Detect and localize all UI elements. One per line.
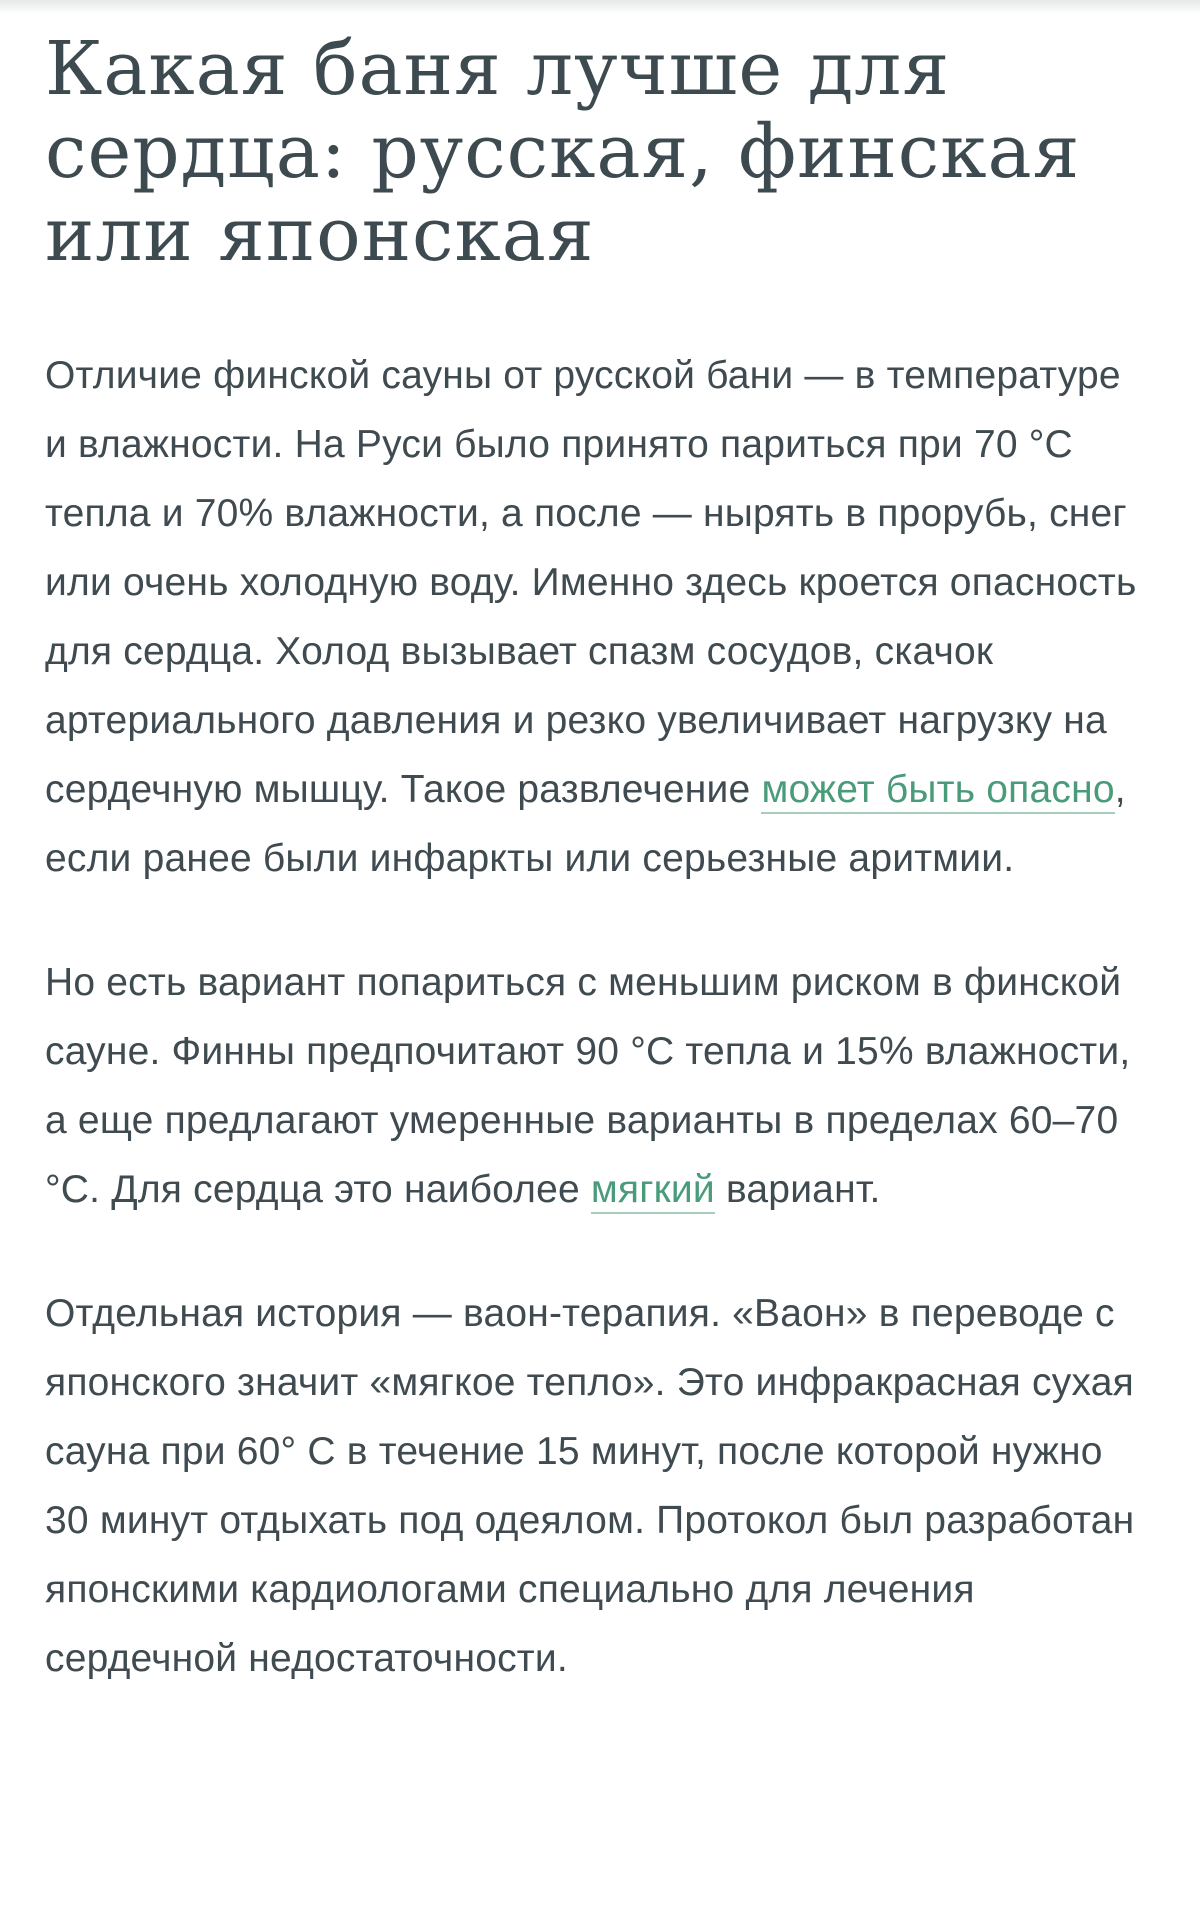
paragraph-text: Отличие финской сауны от русской бани — в температуре и влажности. На Руси было принято париться при 70 °С тепла и 70% влажности, а после — нырять в прорубь, снег или очень холодную воду. Именно здесь кроется опасность для сердца. Холод вызывает спазм сосудов, скачок артериального давления и резко увеличивает нагрузку на сердечную мышцу. Такое развлечение	[45, 354, 1137, 811]
paragraph-text: Но есть вариант попариться с меньшим риском в финской сауне. Финны предпочитают 90 °С тепла и 15% влажности, а еще предлагают умеренные варианты в пределах 60–70 °С. Для сердца это наиболее	[45, 961, 1131, 1211]
link-mild[interactable]: мягкий	[591, 1168, 715, 1214]
paragraph-russian-bath	[45, 341, 1150, 893]
paragraph-waon-therapy	[45, 1279, 1150, 1693]
paragraph-text: Отдельная история — ваон-терапия. «Ваон» в переводе с японского значит «мягкое тепло». Это инфракрасная сухая сауна при 60° С в течение 15 минут, после которой нужно 30 минут отдыхать под одеялом. Протокол был разработан японскими кардиологами специально для лечения сердечной недостаточности.	[45, 1292, 1135, 1680]
paragraph-finnish-sauna	[45, 948, 1150, 1224]
link-may-be-dangerous[interactable]: может быть опасно	[761, 768, 1114, 814]
article	[45, 28, 1165, 1693]
paragraph-text: , если ранее были инфаркты или серьезные аритмии.	[45, 768, 1126, 880]
article-title: Какая баня лучше для сердца: русская, финская или японская	[45, 26, 1081, 278]
paragraph-text: вариант.	[714, 1168, 881, 1211]
top-shadow	[0, 0, 1200, 14]
